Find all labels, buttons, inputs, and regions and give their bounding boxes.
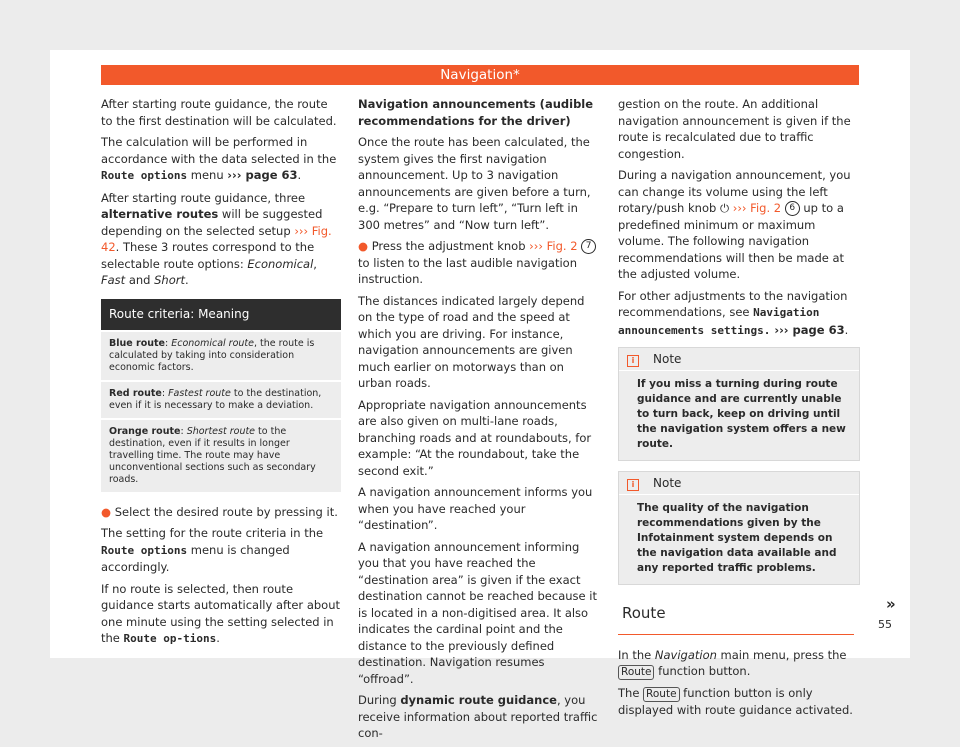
- note-box: [618, 347, 860, 461]
- page-number: 55: [878, 618, 892, 631]
- paragraph: If no route is selected, then route guidance starts automatically after about one minute using the setting selected in the Route op-tions.: [101, 581, 341, 645]
- table-title: Route criteria: Meaning: [101, 299, 341, 330]
- page-content: [50, 50, 910, 740]
- callout-number: 6: [785, 201, 800, 216]
- figure-reference[interactable]: ››› Fig. 2: [732, 201, 782, 215]
- paragraph: During dynamic route guidance, you receive information about reported traffic con-: [358, 693, 598, 740]
- page-header: Navigation*: [101, 65, 859, 85]
- note-header: i Note: [619, 348, 859, 371]
- bullet-item: ● Select the desired route by pressing it.: [101, 504, 338, 519]
- info-icon: i: [627, 355, 639, 367]
- info-icon: i: [627, 479, 639, 491]
- paragraph: The Route function button is only displayed with route guidance activated.: [618, 686, 853, 717]
- bullet-icon: ●: [101, 504, 112, 519]
- table-row: Orange route: Shortest route to the destination, even if it results in longer travelling time. The route may have unconventional sections such as secondary roads.: [101, 420, 341, 492]
- paragraph: The calculation will be performed in accordance with the data selected in the Route options menu ››› page 63.: [101, 135, 337, 182]
- section-title: Route: [622, 604, 666, 622]
- paragraph: gestion on the route. An additional navigation announcement is given if the route is recalculated due to traffic congestion.: [618, 97, 851, 161]
- bullet-icon: ●: [358, 239, 369, 253]
- paragraph: In the Navigation main menu, press the Route function button.: [618, 647, 847, 678]
- bullet-item: ● Press the adjustment knob ››› Fig. 2 7 to listen to the last audible navigation instruction.: [358, 238, 600, 288]
- note-body: The quality of the navigation recommendations given by the Infotainment system depends on the navigation data available and any reported traffic problems.: [637, 502, 837, 574]
- paragraph: Once the route has been calculated, the system gives the first navigation announcement. Up to 3 navigation announcements are given before a turn, e.g. “Prepare to turn left”, “Turn left in 300 metres” and “Now turn left”.: [358, 135, 591, 232]
- section-heading: Navigation announcements (audible recommendations for the driver): [358, 97, 594, 128]
- route-button[interactable]: Route: [643, 687, 679, 702]
- column-1: [101, 96, 341, 653]
- figure-reference[interactable]: ››› Fig. 2: [529, 239, 578, 253]
- paragraph: A navigation announcement informing you that you have reached the “destination area” is given if the exact destination cannot be reached because it is located in a non-digitised area. It also indicates the cardinal point and the distance to the previously defined destination. Navigation resumes “offroad”.: [358, 539, 597, 686]
- paragraph: During a navigation announcement, you can change its volume using the left rotary/push knob ⏻ ››› Fig. 2 6 up to a predefined minimum or maximum volume. The following navigation recommendations will then be made at the adjusted volume.: [618, 168, 851, 281]
- paragraph: The setting for the route criteria in the Route options menu is changed accordingly.: [101, 526, 324, 574]
- note-header: i Note: [619, 472, 859, 495]
- table-row: Red route: Fastest route to the destination, even if it is necessary to make a deviation.: [101, 382, 341, 418]
- table-row: Blue route: Economical route, the route is calculated by taking into consideration economic factors.: [101, 332, 341, 380]
- figure-reference[interactable]: ››› Fig. 42: [101, 223, 332, 254]
- column-2: [358, 96, 600, 747]
- knob-icon: ⏻: [719, 201, 730, 215]
- menu-name: Route options: [101, 169, 188, 182]
- note-box: [618, 471, 860, 585]
- column-3: [618, 96, 860, 724]
- paragraph: For other adjustments to the navigation recommendations, see Navigation announcements settings. ››› page 63.: [618, 288, 849, 337]
- paragraph: The distances indicated largely depend on the type of road and the speed at which you are driving. For instance, navigation announcements are given much earlier on motorways than on urban roads.: [358, 293, 585, 390]
- divider: [618, 634, 854, 635]
- continue-icon: »: [886, 595, 896, 613]
- paragraph: After starting route guidance, the route to the first destination will be calculated.: [101, 97, 337, 128]
- note-body: If you miss a turning during route guidance and are currently unable to turn back, keep on driving until the navigation system offers a new route.: [637, 378, 846, 450]
- page-reference[interactable]: ››› page 63: [227, 168, 298, 182]
- paragraph: After starting route guidance, three alternative routes will be suggested depending on the selected setup ››› Fig. 42. These 3 routes correspond to the selectable route options: Economical, Fast and Short.: [101, 190, 332, 287]
- route-button[interactable]: Route: [618, 665, 654, 680]
- callout-number: 7: [581, 239, 596, 254]
- paragraph: A navigation announcement informs you when you have reached your “destination”.: [358, 485, 593, 532]
- page-reference[interactable]: ››› page 63: [770, 322, 845, 337]
- paragraph: Appropriate navigation announcements are also given on multi-lane roads, branching roads and at roundabouts, for example: “At the roundabout, take the second exit.”: [358, 397, 592, 478]
- route-criteria-table: [101, 299, 341, 492]
